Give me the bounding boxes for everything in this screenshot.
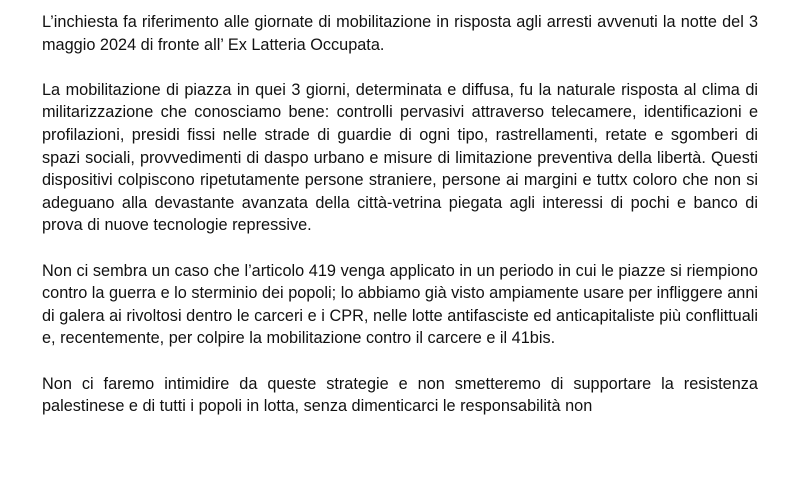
paragraph-articolo-419: Non ci sembra un caso che l’articolo 419 venga applicato in un periodo in cui le piazze si riempiono contro la guerra e lo sterminio dei popoli; lo abbiamo già visto ampiamente usare per infliggere anni di galera ai rivoltosi dentro le carceri e i CPR, nelle lotte antifasciste ed anticapitaliste più conflittuali e, recentemente, per colpire la mobilitazione contro il carcere e il 41bis.: [42, 261, 758, 348]
paragraph-inchiesta: L’inchiesta fa riferimento alle giornate di mobilitazione in risposta agli arresti avvenuti la notte del 3 maggio 2024 di fronte all’ Ex Latteria Occupata.: [42, 13, 758, 54]
document-body: [42, 11, 758, 440]
paragraph-mobilitazione: La mobilitazione di piazza in quei 3 giorni, determinata e diffusa, fu la naturale risposta al clima di militarizzazione che conosciamo bene: controlli pervasivi attraverso telecamere, identificazioni e profilazioni, presidi fissi nelle strade di guardie di ogni tipo, rastrellamenti, retate e sgomberi di spazi sociali, provvedimenti di daspo urbano e misure di limitazione preventiva della libertà. Questi dispositivi colpiscono ripetutamente persone straniere, persone ai margini e tuttx coloro che non si adeguano alla devastante avanzata della città-vetrina piegata agli interessi di pochi e banco di prova di nuove tecnologie repressive.: [42, 80, 758, 235]
paragraph-resistenza: Non ci faremo intimidire da queste strategie e non smetteremo di supportare la resistenza palestinese e di tutti i popoli in lotta, senza dimenticarci le responsabilità non: [42, 374, 758, 416]
